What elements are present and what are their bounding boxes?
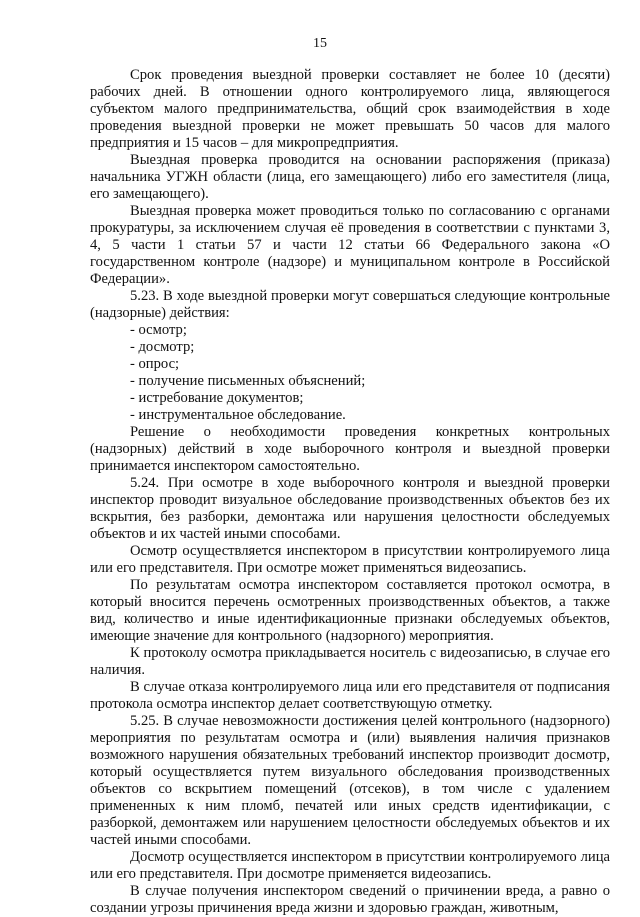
paragraph-search-presence: Досмотр осуществляется инспектором в присутствии контролируемого лица или его представителя. При досмотре применяется видеозапись.: [90, 849, 610, 882]
paragraph-5-24: 5.24. При осмотре в ходе выборочного контроля и выездной проверки инспектор проводит визуальное обследование производственных объектов без их вскрытия, без разборки, демонтажа или нарушения целостности обследуемых объектов и их частей иными способами.: [90, 475, 610, 542]
list-item: - истребование документов;: [130, 390, 304, 406]
paragraph-5-23: 5.23. В ходе выездной проверки могут совершаться следующие контрольные (надзорные) действия:: [90, 288, 610, 321]
paragraph-inspection-duration: Срок проведения выездной проверки составляет не более 10 (десяти) рабочих дней. В отношении одного контролируемого лица, являющегося субъектом малого предпринимательства, общий срок взаимодействия в ходе проведения выездной проверки не может превышать 50 часов для малого предприятия и 15 часов – для микропредприятия.: [90, 67, 610, 151]
page-number: 15: [313, 36, 327, 51]
paragraph-inspection-protocol: По результатам осмотра инспектором составляется протокол осмотра, в который вносится перечень осмотренных производственных объектов, а также вид, количество и иные идентификационные признаки обследуемых объектов, имеющие значение для контрольного (надзорного) мероприятия.: [90, 577, 610, 644]
paragraph-inspection-presence: Осмотр осуществляется инспектором в присутствии контролируемого лица или его представителя. При осмотре может применяться видеозапись.: [90, 543, 610, 576]
document-body: [90, 67, 610, 917]
paragraph-video-attachment: К протоколу осмотра прикладывается носитель с видеозаписью, в случае его наличия.: [90, 645, 610, 678]
control-actions-list: [90, 322, 610, 424]
paragraph-5-25: 5.25. В случае невозможности достижения целей контрольного (надзорного) мероприятия по результатам осмотра и (или) выявления наличия признаков возможного нарушения обязательных требований инспектор производит досмотр, который осуществляется путем визуального обследования производственных объектов со вскрытием помещений (отсеков), в том числе с удалением примененных к ним пломб, печатей или иных средств идентификации, с разборкой, демонтажем или нарушением целостности обследуемых объектов и их частей иными способами.: [90, 713, 610, 848]
paragraph-action-decision: Решение о необходимости проведения конкретных контрольных (надзорных) действий в ходе выборочного контроля и выездной проверки принимается инспектором самостоятельно.: [90, 424, 610, 474]
paragraph-prosecutor-approval: Выездная проверка может проводиться только по согласованию с органами прокуратуры, за исключением случая её проведения в соответствии с пунктами 3, 4, 5 части 1 статьи 57 и части 12 статьи 66 Федерального закона «О государственном контроле (надзоре) и муниципальном контроле в Российской Федерации».: [90, 203, 610, 287]
list-item: - опрос;: [130, 356, 180, 372]
list-item: - осмотр;: [130, 322, 187, 338]
paragraph-harm-information: В случае получения инспектором сведений о причинении вреда, а равно о создании угрозы причинения вреда жизни и здоровью граждан, животным,: [90, 883, 610, 916]
list-item: - получение письменных объяснений;: [130, 373, 366, 389]
list-item: - досмотр;: [130, 339, 195, 355]
paragraph-inspection-basis: Выездная проверка проводится на основании распоряжения (приказа) начальника УГЖН области (лица, его замещающего) либо его заместителя (лица, его замещающего).: [90, 152, 610, 202]
list-item: - инструментальное обследование.: [130, 407, 346, 423]
paragraph-refusal-to-sign: В случае отказа контролируемого лица или его представителя от подписания протокола осмотра инспектор делает соответствующую отметку.: [90, 679, 610, 712]
